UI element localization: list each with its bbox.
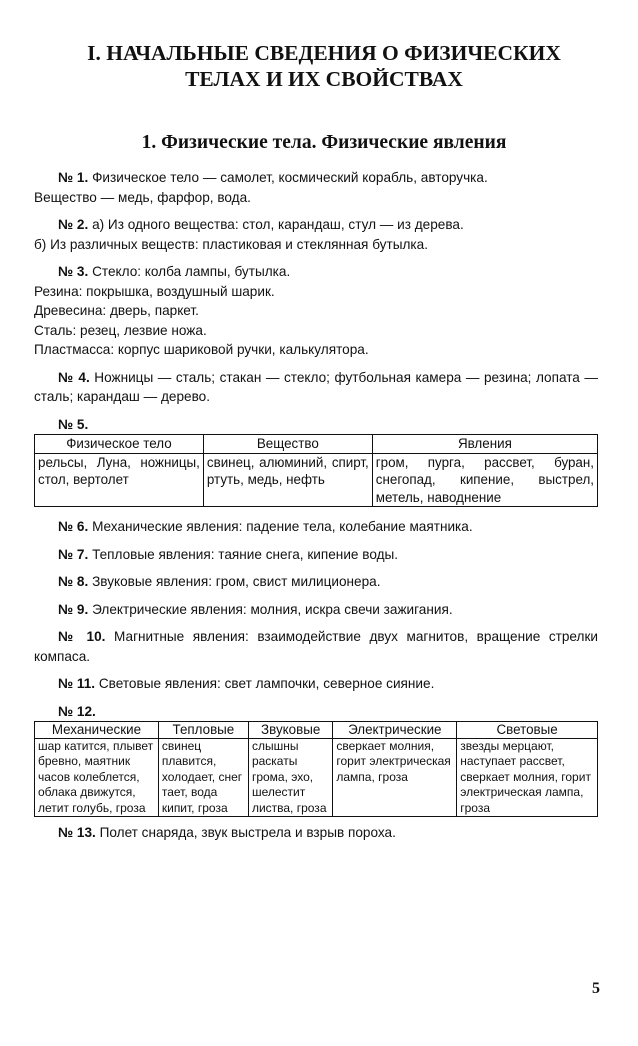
problem-number: № 4. — [58, 369, 90, 385]
table-header: Звуковые — [248, 722, 332, 739]
table-header: Тепловые — [158, 722, 248, 739]
table-cell: свинец, алюминий, спирт, ртуть, медь, нефть — [203, 453, 372, 507]
problem-number: № 11. — [58, 676, 96, 691]
table-cell: шар катится, плывет бревно, маятник часов колеблется, облака движутся, летит голубь, гроза — [35, 738, 159, 817]
problem-11 — [34, 674, 598, 694]
problem-number: № 3. — [58, 264, 89, 279]
problem-text: Физическое тело — самолет, космический корабль, авторучка. — [92, 170, 488, 185]
problem-text: б) Из различных веществ: пластиковая и стеклянная бутылка. — [34, 236, 428, 252]
problem-text: Электрические явления: молния, искра свечи зажигания. — [92, 601, 453, 617]
table-5 — [34, 434, 598, 507]
table-row — [35, 453, 598, 507]
problem-number: № 6. — [58, 519, 89, 534]
problem-number: № 12. — [58, 703, 96, 719]
table-cell: свинец плавится, холодает, снег тает, вода кипит, гроза — [158, 738, 248, 817]
problem-8 — [34, 572, 598, 592]
problem-9 — [34, 600, 598, 620]
problem-text: Сталь: резец, лезвие ножа. — [34, 322, 207, 338]
problem-number: № 5. — [58, 416, 89, 432]
table-header: Световые — [457, 722, 598, 739]
problem-10 — [34, 627, 598, 666]
problem-3 — [34, 262, 598, 360]
problem-text: Тепловые явления: таяние снега, кипение воды. — [92, 546, 399, 562]
table-header: Механические — [35, 722, 159, 739]
table-row — [35, 738, 598, 817]
problem-number: № 8. — [58, 574, 89, 589]
problem-number: № 7. — [58, 546, 89, 562]
table-cell: гром, пурга, рассвет, буран, снегопад, кипение, выстрел, метель, наводнение — [372, 453, 597, 507]
table-12 — [34, 721, 598, 817]
problem-number: № 1. — [58, 170, 89, 185]
problem-number: № 9. — [58, 601, 89, 617]
problem-text: Резина: покрышка, воздушный шарик. — [34, 283, 275, 299]
problem-1 — [34, 168, 598, 207]
problem-text: Ножницы — сталь; стакан — стекло; футбольная камера — резина; лопата — сталь; карандаш — дерево. — [34, 369, 598, 404]
table-header-row — [35, 435, 598, 454]
problem-text: а) Из одного вещества: стол, карандаш, стул — из дерева. — [92, 217, 464, 232]
table-header-row — [35, 722, 598, 739]
problem-text: Звуковые явления: гром, свист милиционера. — [92, 574, 381, 589]
problem-2 — [34, 215, 598, 254]
section-title: 1. Физические тела. Физические явления — [141, 132, 507, 153]
problem-number: № 10. — [58, 629, 106, 644]
table-header: Электрические — [333, 722, 457, 739]
table-header: Физическое тело — [35, 435, 204, 454]
chapter-title-line-2: ТЕЛАХ И ИХ СВОЙСТВАХ — [185, 67, 463, 91]
table-cell: рельсы, Луна, ножницы, стол, вертолет — [35, 453, 204, 507]
problem-text: Вещество — медь, фарфор, вода. — [34, 189, 251, 205]
table-cell: сверкает молния, горит электрическая лампа, гроза — [333, 738, 457, 817]
problem-13 — [34, 823, 598, 843]
problem-text: Пластмасса: корпус шариковой ручки, калькулятора. — [34, 342, 369, 357]
table-header: Явления — [372, 435, 597, 454]
problem-number: № 13. — [58, 825, 96, 840]
problem-text: Стекло: колба лампы, бутылка. — [92, 264, 291, 279]
table-cell: слышны раскаты грома, эхо, шелестит листва, гроза — [248, 738, 332, 817]
table-cell: звезды мерцают, наступает рассвет, сверкает молния, горит электрическая лампа, гроза — [457, 738, 598, 817]
chapter-title — [34, 40, 598, 92]
problem-text: Полет снаряда, звук выстрела и взрыв пороха. — [99, 825, 396, 840]
problem-7 — [34, 545, 598, 565]
problem-4 — [34, 368, 598, 407]
problem-text: Механические явления: падение тела, колебание маятника. — [92, 519, 473, 534]
chapter-title-line-1: I. НАЧАЛЬНЫЕ СВЕДЕНИЯ О ФИЗИЧЕСКИХ — [87, 41, 561, 65]
page-number: 5 — [592, 980, 600, 997]
problem-number: № 2. — [58, 217, 89, 232]
problem-text: Древесина: дверь, паркет. — [34, 303, 199, 318]
problem-text: Световые явления: свет лампочки, северное сияние. — [98, 676, 435, 691]
problem-text: Магнитные явления: взаимодействие двух магнитов, вращение стрелки компаса. — [34, 629, 599, 664]
problem-12 — [34, 702, 598, 722]
problem-5 — [34, 415, 598, 435]
problem-6 — [34, 517, 598, 537]
table-header: Вещество — [203, 435, 372, 454]
